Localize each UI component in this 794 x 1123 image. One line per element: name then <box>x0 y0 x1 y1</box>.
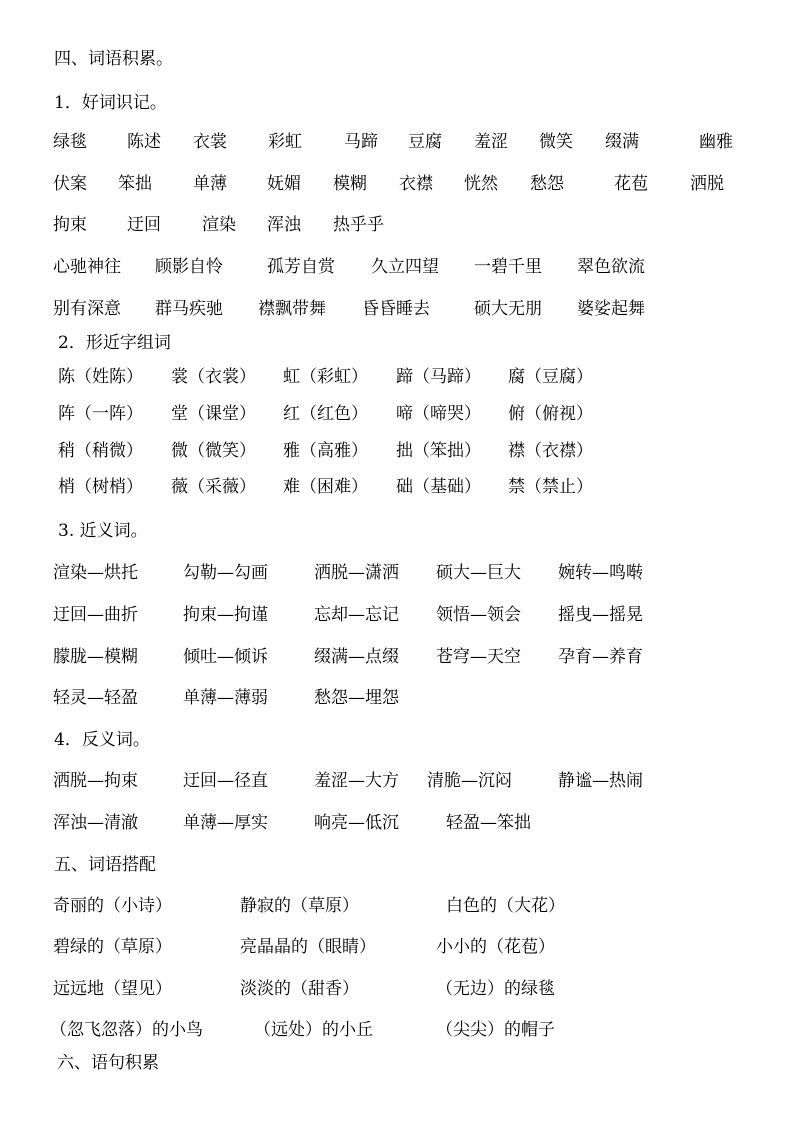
section-4-heading: 四、词语积累。 <box>54 49 173 69</box>
word: 啼（啼哭） <box>396 404 481 424</box>
word-row <box>0 934 794 960</box>
heading-row <box>0 727 794 753</box>
word-row <box>0 364 794 390</box>
word: 翠色欲流 <box>577 257 645 277</box>
word: 响亮—低沉 <box>314 813 399 833</box>
phrase: 白色的（大花） <box>446 896 565 916</box>
phrase: 远远地（望见） <box>53 979 172 999</box>
word-row <box>0 401 794 427</box>
word: 羞涩—大方 <box>314 771 399 791</box>
word: 迂回—曲折 <box>53 605 138 625</box>
word-row <box>0 171 794 197</box>
phrase: 奇丽的（小诗） <box>53 896 172 916</box>
word-row <box>0 212 794 238</box>
heading-row <box>0 46 794 72</box>
word: 硕大无朋 <box>474 299 542 319</box>
word: 绿毯 <box>53 132 87 152</box>
word: 微（微笑） <box>171 441 256 461</box>
word: 勾勒—勾画 <box>183 563 268 583</box>
word: 堂（课堂） <box>171 404 256 424</box>
word: 腐（豆腐） <box>508 367 593 387</box>
word: 俯（俯视） <box>508 404 593 424</box>
heading-row <box>0 852 794 878</box>
word: 衣襟 <box>399 174 433 194</box>
word: 渲染 <box>202 215 236 235</box>
word: 难（困难） <box>283 477 368 497</box>
word: 洒脱—潇洒 <box>314 563 399 583</box>
word: 硕大—巨大 <box>436 563 521 583</box>
phrase: 淡淡的（甜香） <box>240 979 359 999</box>
phrase: （尖尖）的帽子 <box>436 1020 555 1040</box>
word-row <box>0 893 794 919</box>
word: 蹄（马蹄） <box>396 367 481 387</box>
heading-row <box>0 1050 794 1076</box>
word-row <box>0 768 794 794</box>
word: 阵（一阵） <box>58 404 143 424</box>
word: 豆腐 <box>408 132 442 152</box>
word: 热乎乎 <box>333 215 384 235</box>
word: 础（基础） <box>396 477 481 497</box>
heading-row <box>0 518 794 544</box>
word: 裳（衣裳） <box>171 367 256 387</box>
word: 衣裳 <box>193 132 227 152</box>
word: 浑浊—清澈 <box>53 813 138 833</box>
word: 模糊 <box>333 174 367 194</box>
word: 群马疾驰 <box>155 299 223 319</box>
word: 单薄—薄弱 <box>183 688 268 708</box>
phrase: 碧绿的（草原） <box>53 937 172 957</box>
phrase: 小小的（花苞） <box>436 937 555 957</box>
word: 倾吐—倾诉 <box>183 647 268 667</box>
word: 拘束 <box>53 215 87 235</box>
word: 洒脱 <box>690 174 724 194</box>
word: 清脆—沉闷 <box>427 771 512 791</box>
word: 一碧千里 <box>474 257 542 277</box>
word-row <box>0 685 794 711</box>
word: 婉转—鸣啭 <box>558 563 643 583</box>
word-row <box>0 296 794 322</box>
word: 伏案 <box>53 174 87 194</box>
word: 虹（彩虹） <box>283 367 368 387</box>
word: 心驰神往 <box>53 257 121 277</box>
word: 恍然 <box>464 174 498 194</box>
word: 别有深意 <box>53 299 121 319</box>
phrase: （无边）的绿毯 <box>436 979 555 999</box>
word: 苍穹—天空 <box>436 647 521 667</box>
phrase: 静寂的（草原） <box>240 896 359 916</box>
word-row <box>0 474 794 500</box>
word: 久立四望 <box>371 257 439 277</box>
word: 迂回 <box>127 215 161 235</box>
word: 缀满—点缀 <box>314 647 399 667</box>
word: 襟（衣襟） <box>508 441 593 461</box>
word: 朦胧—模糊 <box>53 647 138 667</box>
word-row <box>0 644 794 670</box>
word: 薇（采薇） <box>171 477 256 497</box>
part-3-heading: 3. 近义词。 <box>58 521 148 541</box>
word: 愁怨—埋怨 <box>314 688 399 708</box>
word: 幽雅 <box>699 132 733 152</box>
word-row <box>0 1017 794 1043</box>
word: 洒脱—拘束 <box>53 771 138 791</box>
word: 摇曳—摇晃 <box>558 605 643 625</box>
word-row <box>0 560 794 586</box>
heading-row <box>0 330 794 356</box>
word: 昏昏睡去 <box>362 299 430 319</box>
word-row <box>0 438 794 464</box>
word: 马蹄 <box>344 132 378 152</box>
word: 雅（高雅） <box>283 441 368 461</box>
word: 愁怨 <box>530 174 564 194</box>
word: 孤芳自赏 <box>267 257 335 277</box>
word: 禁（禁止） <box>508 477 593 497</box>
word: 孕育—养育 <box>558 647 643 667</box>
word: 单薄 <box>193 174 227 194</box>
word: 领悟—领会 <box>436 605 521 625</box>
word: 婆娑起舞 <box>577 299 645 319</box>
word: 缀满 <box>605 132 639 152</box>
word: 稍（稍微） <box>58 441 143 461</box>
word: 轻灵—轻盈 <box>53 688 138 708</box>
word-row <box>0 129 794 155</box>
word: 梢（树梢） <box>58 477 143 497</box>
word-row <box>0 976 794 1002</box>
word: 迂回—径直 <box>183 771 268 791</box>
part-1-heading: 1．好词识记。 <box>54 93 167 113</box>
phrase: （远处）的小丘 <box>254 1020 373 1040</box>
word: 羞涩 <box>474 132 508 152</box>
word: 拙（笨拙） <box>396 441 481 461</box>
word: 陈（姓陈） <box>58 367 143 387</box>
word: 渲染—烘托 <box>53 563 138 583</box>
word: 花苞 <box>614 174 648 194</box>
word-row <box>0 602 794 628</box>
word: 顾影自怜 <box>155 257 223 277</box>
word: 彩虹 <box>268 132 302 152</box>
word: 妩媚 <box>267 174 301 194</box>
word: 红（红色） <box>283 404 368 424</box>
word: 轻盈—笨拙 <box>446 813 531 833</box>
word: 忘却—忘记 <box>314 605 399 625</box>
heading-row <box>0 90 794 116</box>
word: 单薄—厚实 <box>183 813 268 833</box>
word: 微笑 <box>539 132 573 152</box>
word-row <box>0 810 794 836</box>
part-4-heading: 4．反义词。 <box>54 730 150 750</box>
word: 襟飘带舞 <box>258 299 326 319</box>
section-5-heading: 五、词语搭配 <box>54 855 156 875</box>
word: 陈述 <box>127 132 161 152</box>
word: 笨拙 <box>118 174 152 194</box>
phrase: （忽飞忽落）的小鸟 <box>50 1020 203 1040</box>
word: 静谧—热闹 <box>558 771 643 791</box>
word: 拘束—拘谨 <box>183 605 268 625</box>
word-row <box>0 254 794 280</box>
section-6-heading: 六、语句积累 <box>57 1053 159 1073</box>
word: 浑浊 <box>267 215 301 235</box>
phrase: 亮晶晶的（眼睛） <box>240 937 376 957</box>
part-2-heading: 2．形近字组词 <box>58 333 171 353</box>
